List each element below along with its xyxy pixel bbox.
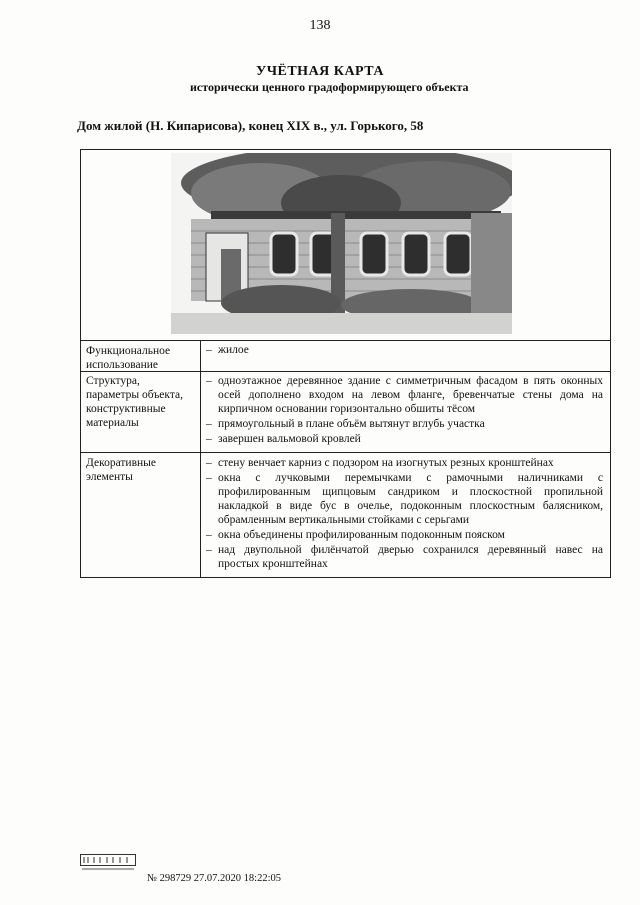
row-label-function: Функциональное использование	[86, 345, 171, 371]
row-items-structure	[204, 374, 603, 447]
registry-stamp-icon	[80, 854, 136, 872]
list-item: – окна с лучковыми перемычками с рамочными наличниками с профилированным щипцовым сандриком и плоскостной пропильной накладкой в виде бус в очелье, подоконным плоскостным балясником, обрамленным вертикальными стойками с серьгами	[204, 471, 603, 527]
row-items-function	[204, 343, 603, 358]
list-item: – стену венчает карниз с подзором на изогнутых резных кронштейнах	[204, 456, 603, 470]
list-item: – над двупольной филёнчатой дверью сохранился деревянный навес на простых кронштейнах	[204, 543, 603, 571]
document-footer	[147, 873, 281, 884]
row-label-structure: Структура, параметры объекта, конструктивные материалы	[86, 375, 183, 429]
list-item: – прямоугольный в плане объём вытянут вглубь участка	[204, 417, 603, 431]
list-item: – одноэтажное деревянное здание с симметричным фасадом в пять оконных осей дополнено входом на левом фланге, бревенчатые стены дома на кирпичном основании горизонтально обшиты тёсом	[204, 374, 603, 416]
row-items-decor	[204, 456, 603, 572]
doc-number: № 298729	[147, 873, 192, 884]
document-title: УЧЁТНАЯ КАРТА	[255, 64, 385, 79]
list-item: – жилое	[204, 343, 603, 357]
object-name: Дом жилой (Н. Кипарисова), конец XIX в., ул. Горького, 58	[77, 118, 424, 133]
row-divider	[80, 340, 611, 341]
list-item: – окна объединены профилированным подоконным пояском	[204, 528, 603, 542]
doc-timestamp: 27.07.2020 18:22:05	[193, 873, 281, 884]
document-subtitle: исторически ценного градоформирующего объекта	[190, 80, 469, 94]
page-number: 138	[309, 18, 331, 33]
row-label-decor: Декоративные элементы	[86, 457, 156, 483]
row-divider	[80, 452, 611, 453]
column-divider	[200, 340, 201, 578]
list-item: – завершен вальмовой кровлей	[204, 432, 603, 446]
house-photo	[171, 153, 512, 334]
